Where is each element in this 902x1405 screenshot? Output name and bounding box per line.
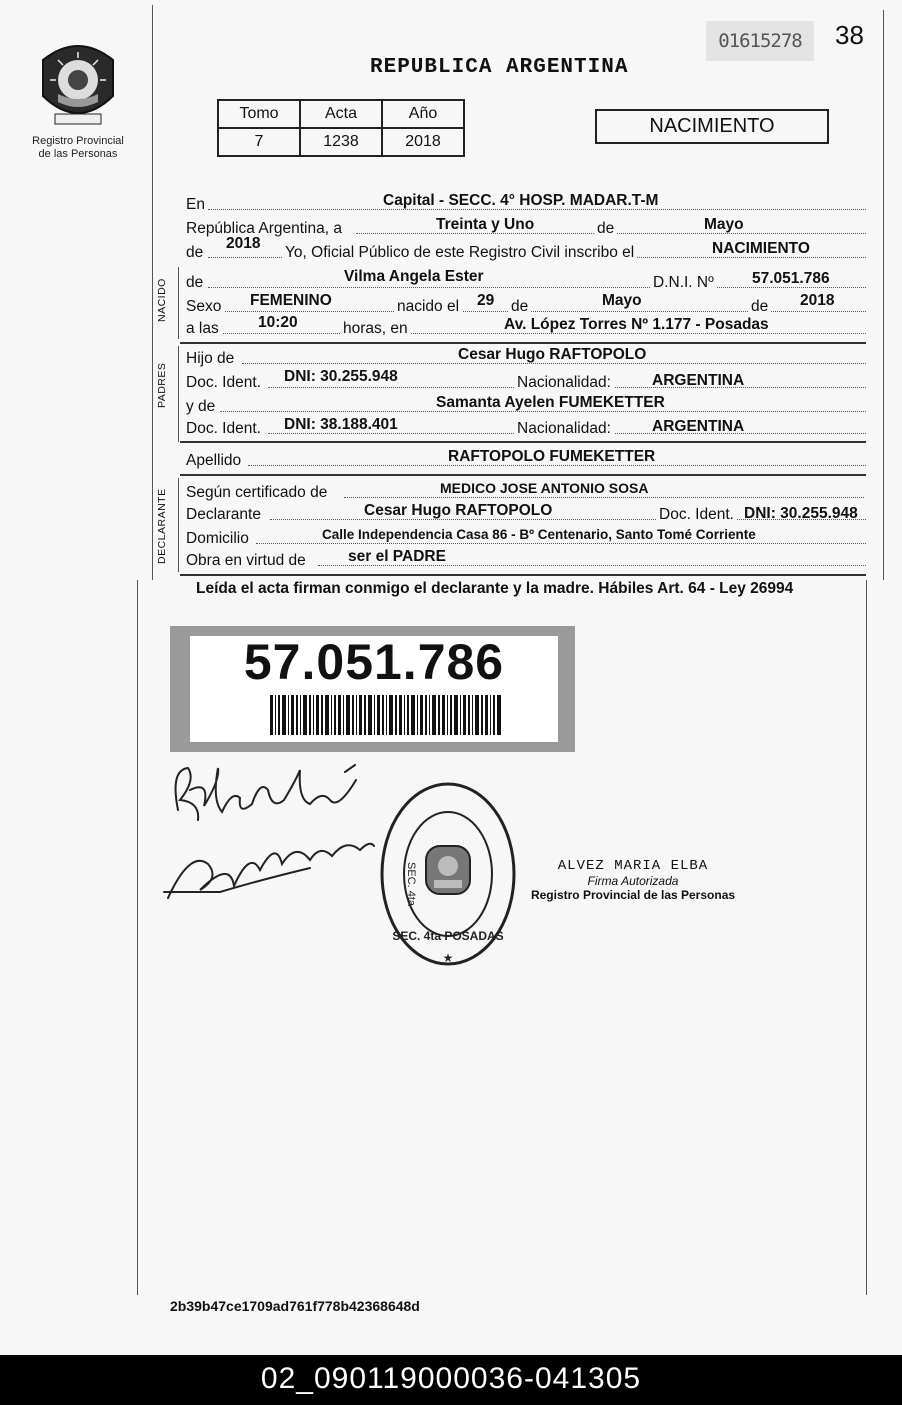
- father-nac-label: Nacionalidad:: [514, 374, 614, 392]
- line-domicilio: [186, 526, 866, 550]
- mother-doc: DNI: 38.188.401: [284, 416, 398, 433]
- line-inscribo: [186, 235, 866, 264]
- cert-label: Según certificado de: [186, 484, 330, 502]
- dni-sticker-number: 57.051.786: [243, 634, 505, 690]
- line-republica: [186, 216, 866, 240]
- hijo-de-label: Hijo de: [186, 350, 237, 368]
- acta-value: 1238: [300, 128, 382, 156]
- obra-label: Obra en virtud de: [186, 552, 309, 570]
- father-nationality: ARGENTINA: [652, 372, 745, 389]
- anio-header: Año: [382, 100, 464, 128]
- child-dni: 57.051.786: [752, 270, 830, 287]
- sexo-label: Sexo: [186, 298, 224, 316]
- registry-seal-icon: [378, 780, 520, 970]
- republica-label: República Argentina, a: [186, 220, 345, 238]
- footer-code: 02_090119000036-041305: [0, 1355, 902, 1405]
- birth-place: Av. López Torres Nº 1.177 - Posadas: [504, 316, 769, 333]
- apellido-value: RAFTOPOLO FUMEKETTER: [448, 448, 656, 465]
- coat-of-arms-icon: [33, 38, 123, 130]
- registry-caption-1: Registro Provincial: [32, 135, 124, 147]
- de-label-4: de: [748, 298, 771, 316]
- horas-label: horas, en: [340, 320, 411, 338]
- inscribo-label: Yo, Oficial Público de este Registro Civil inscribo el: [282, 244, 637, 262]
- birth-time: 10:20: [258, 314, 298, 331]
- line-certificado: [186, 480, 866, 504]
- line-obra: [186, 548, 866, 572]
- record-table: [217, 99, 465, 157]
- seal-inner-text: SEC. 4ta POSADAS: [392, 929, 504, 943]
- line-hora: [186, 316, 866, 340]
- en-label: En: [186, 196, 208, 214]
- handwritten-signatures: [160, 760, 380, 910]
- mother-nac-label: Nacionalidad:: [514, 420, 614, 438]
- officer-name: ALVEZ MARIA ELBA: [557, 858, 709, 874]
- mother-nationality: ARGENTINA: [652, 418, 745, 435]
- nacido-de-label: de: [186, 274, 206, 292]
- cert-value: MEDICO JOSE ANTONIO SOSA: [440, 480, 649, 496]
- right-margin-line-lower: [866, 580, 867, 1295]
- officer-stamp: [528, 858, 738, 902]
- registry-caption-2: de las Personas: [38, 148, 118, 160]
- serial-stamp: 01615278: [706, 21, 814, 61]
- closing-note: Leída el acta firman conmigo el declarante y la madre. Hábiles Art. 64 - Ley 26994: [196, 580, 794, 597]
- dni-label: D.N.I. Nº: [650, 274, 717, 292]
- line-nacido-name: [186, 270, 866, 294]
- right-margin-line: [883, 10, 884, 580]
- acta-header: Acta: [300, 100, 382, 128]
- declarante-doc-label: Doc. Ident.: [656, 506, 737, 524]
- year-value: 2018: [226, 235, 261, 252]
- de-label-2: de: [186, 244, 206, 262]
- document-hash: 2b39b47ce1709ad761f778b42368648d: [170, 1298, 420, 1314]
- nacido-section-label: NACIDO: [156, 278, 168, 322]
- page-number: 38: [835, 20, 864, 50]
- day-in-words: Treinta y Uno: [436, 216, 535, 233]
- tomo-value: 7: [218, 128, 300, 156]
- left-margin-line-lower: [137, 580, 138, 1295]
- father-doc-label: Doc. Ident.: [186, 374, 264, 392]
- barcode-icon: [270, 695, 502, 735]
- domicilio-label: Domicilio: [186, 530, 252, 548]
- obra-value: ser el PADRE: [348, 548, 446, 565]
- tomo-header: Tomo: [218, 100, 300, 128]
- child-name: Vilma Angela Ester: [344, 268, 484, 285]
- mother-doc-label: Doc. Ident.: [186, 420, 264, 438]
- record-type-box: NACIMIENTO: [595, 109, 829, 144]
- father-name: Cesar Hugo RAFTOPOLO: [458, 346, 647, 363]
- line-father: [186, 346, 866, 370]
- nacido-el-label: nacido el: [394, 298, 462, 316]
- de-label-3: de: [508, 298, 531, 316]
- left-margin-line: [152, 5, 153, 580]
- document-title: REPUBLICA ARGENTINA: [370, 56, 629, 79]
- domicilio-value: Calle Independencia Casa 86 - Bº Centenario, Santo Tomé Corriente: [322, 527, 756, 542]
- birth-month: Mayo: [602, 292, 642, 309]
- line-en: [186, 192, 866, 216]
- line-mother: [186, 394, 866, 418]
- birth-day: 29: [477, 292, 495, 309]
- de-label: de: [594, 220, 617, 238]
- line-mother-doc: [186, 416, 866, 440]
- en-value: Capital - SECC. 4° HOSP. MADAR.T-M: [383, 192, 659, 209]
- line-apellido: [186, 448, 866, 472]
- inscribo-value: NACIMIENTO: [712, 240, 810, 257]
- month-value: Mayo: [704, 216, 744, 233]
- officer-registry: Registro Provincial de las Personas: [530, 888, 736, 902]
- yde-label: y de: [186, 398, 218, 416]
- apellido-label: Apellido: [186, 452, 244, 470]
- declarante-name: Cesar Hugo RAFTOPOLO: [364, 502, 553, 519]
- line-father-doc: [186, 370, 866, 394]
- padres-section-label: PADRES: [156, 362, 168, 408]
- alas-label: a las: [186, 320, 222, 338]
- declarante-section-label: DECLARANTE: [156, 488, 168, 564]
- provincial-logo: [28, 38, 128, 161]
- officer-subtitle: Firma Autorizada: [587, 874, 679, 888]
- svg-text:★: ★: [442, 951, 454, 965]
- mother-name: Samanta Ayelen FUMEKETTER: [436, 394, 665, 411]
- birth-year: 2018: [800, 292, 835, 309]
- sexo-value: FEMENINO: [250, 292, 332, 309]
- father-doc: DNI: 30.255.948: [284, 368, 398, 385]
- line-declarante: [186, 502, 866, 526]
- svg-text:SEC. 4ta: SEC. 4ta: [405, 861, 417, 907]
- declarante-doc: DNI: 30.255.948: [744, 505, 858, 522]
- anio-value: 2018: [382, 128, 464, 156]
- declarante-label: Declarante: [186, 506, 264, 524]
